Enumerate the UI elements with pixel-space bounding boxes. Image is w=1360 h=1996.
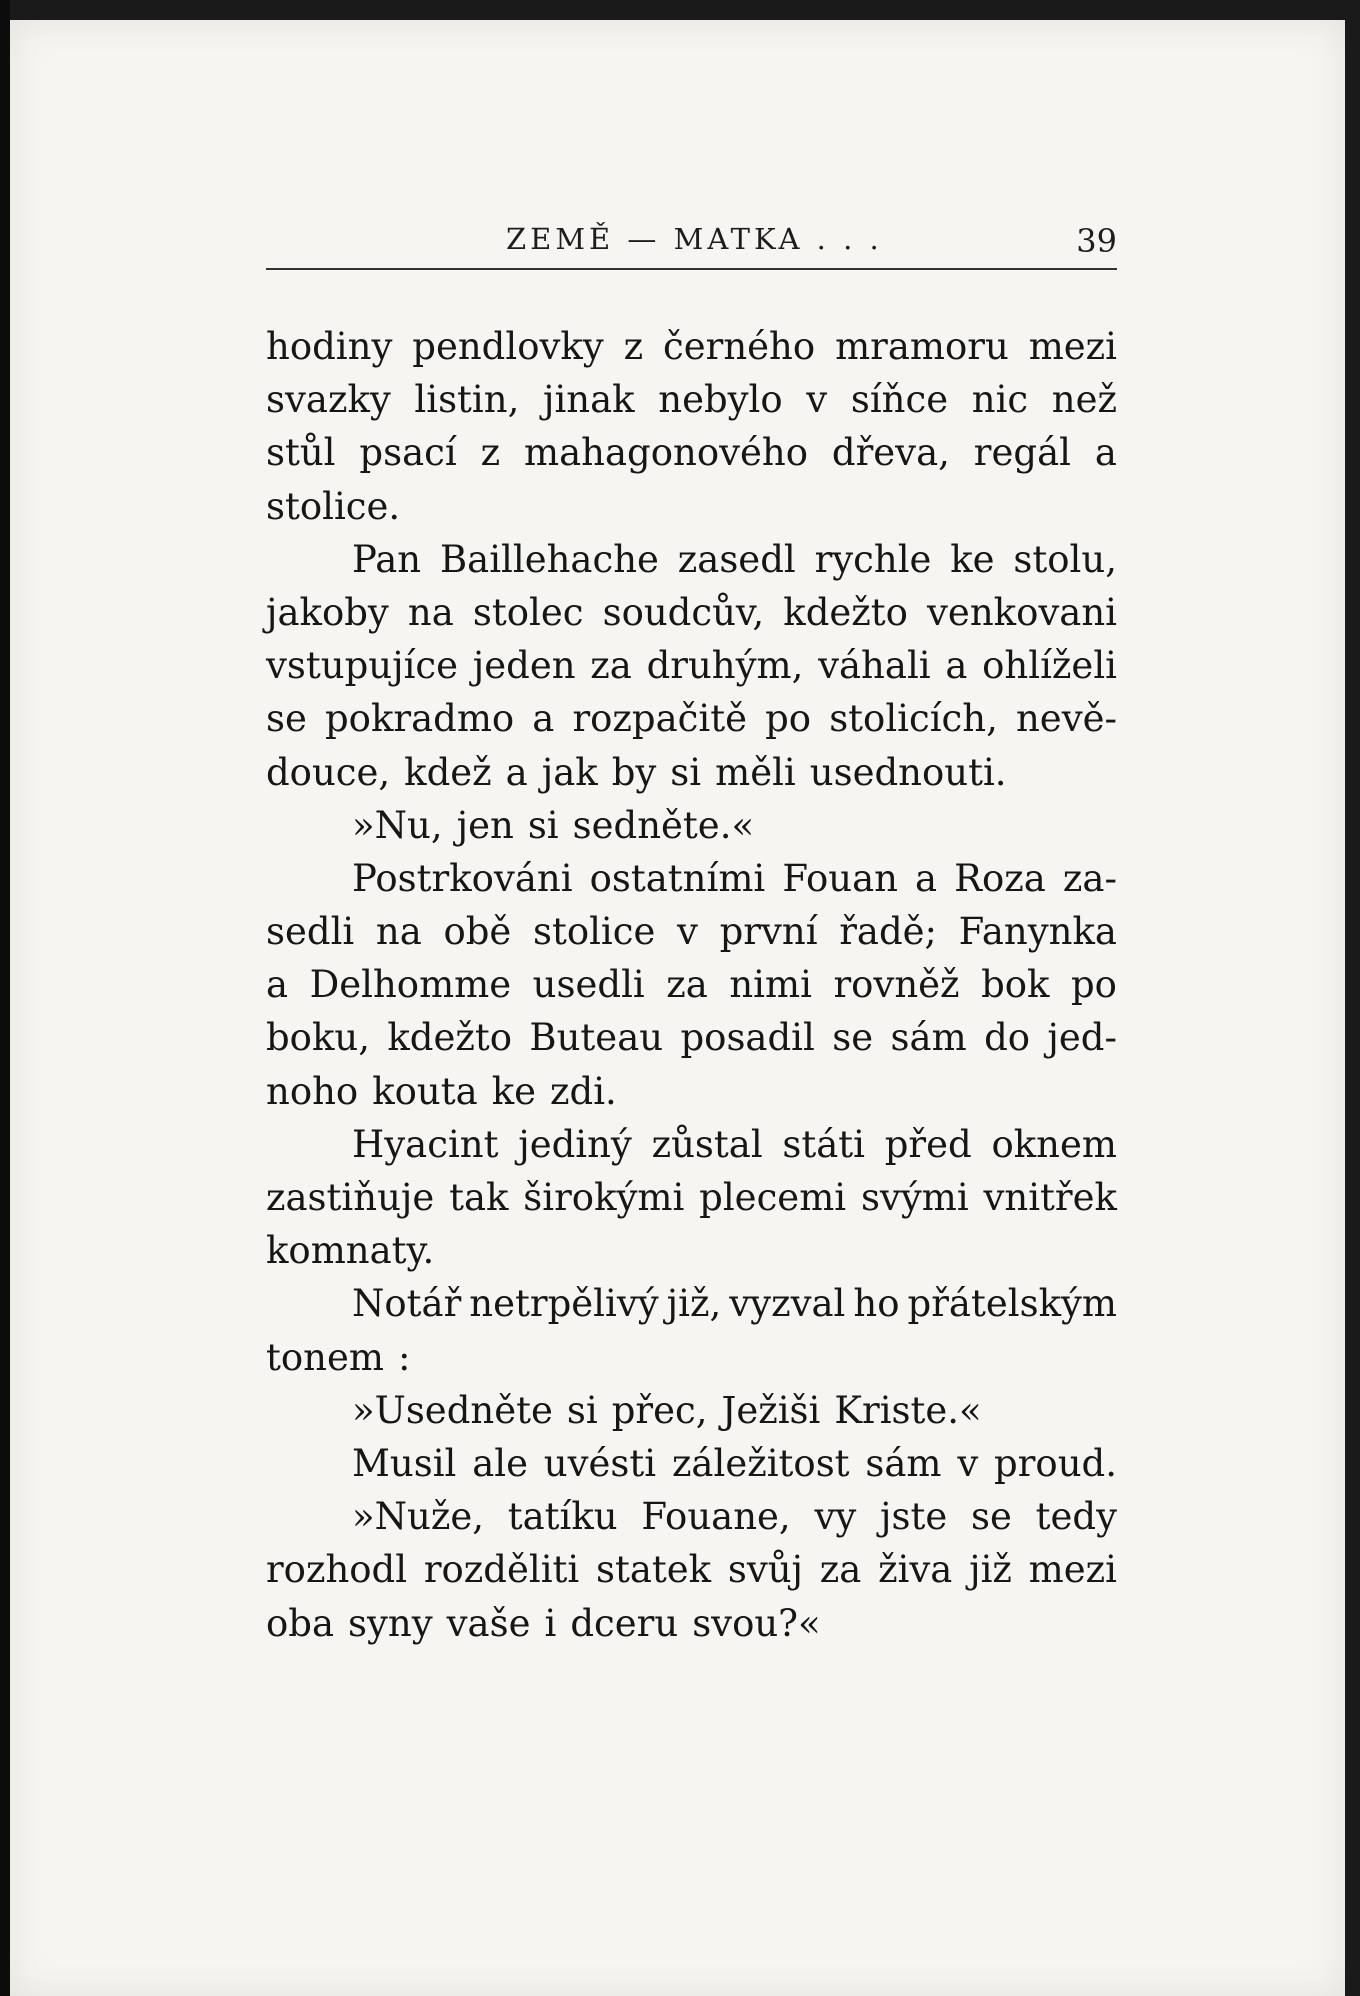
text-line: vstupujíce jeden za druhým, váhali a ohlíželi <box>266 644 1117 688</box>
page-header <box>266 218 1117 270</box>
text-line: stůl psací z mahagonového dřeva, regál a <box>266 431 1117 475</box>
book-spine-shadow <box>0 0 10 1996</box>
text-line: boku, kdežto Buteau posadil se sám do jed- <box>266 1016 1117 1060</box>
text-line: Notář netrpělivý již, vyzval ho přátelským <box>352 1282 1117 1326</box>
text-line: svazky listin, jinak nebylo v síňce nic než <box>266 378 1117 422</box>
text-line: komnaty. <box>266 1229 435 1273</box>
text-line: zastiňuje tak širokými plecemi svými vnitřek <box>266 1176 1117 1219</box>
text-line: stolice. <box>266 484 401 528</box>
text-line: »Nu, jen si sedněte.« <box>352 803 755 847</box>
text-line: Musil ale uvésti záležitost sám v proud. <box>352 1441 1117 1485</box>
text-line: a Delhomme usedli za nimi rovněž bok po <box>266 963 1117 1007</box>
running-title: ZEMĚ — MATKA . . . <box>506 222 883 256</box>
text-line: »Usedněte si přec, Ježiši Kriste.« <box>352 1388 982 1432</box>
text-line: se pokradmo a rozpačitě po stolicích, nevě- <box>266 697 1117 741</box>
text-line: »Nuže, tatíku Fouane, vy jste se tedy <box>352 1495 1117 1539</box>
text-line: noho kouta ke zdi. <box>266 1069 617 1113</box>
text-line: Pan Baillehache zasedl rychle ke stolu, <box>352 537 1117 581</box>
body-text <box>266 320 1117 1650</box>
text-line: tonem : <box>266 1335 411 1379</box>
text-line: hodiny pendlovky z černého mramoru mezi <box>266 325 1117 368</box>
text-line: douce, kdež a jak by si měli usednouti. <box>266 750 1007 794</box>
text-line: oba syny vaše i dceru svou?« <box>266 1601 821 1645</box>
text-line: jakoby na stolec soudcův, kdežto venkovani <box>266 590 1117 634</box>
text-line: Postrkováni ostatními Fouan a Roza za- <box>352 856 1117 900</box>
text-line: Hyacint jediný zůstal státi před oknem <box>352 1122 1117 1166</box>
text-line: sedli na obě stolice v první řadě; Fanynka <box>266 910 1117 954</box>
page-number: 39 <box>1076 222 1117 260</box>
text-line: rozhodl rozděliti statek svůj za živa již mezi <box>266 1548 1117 1592</box>
